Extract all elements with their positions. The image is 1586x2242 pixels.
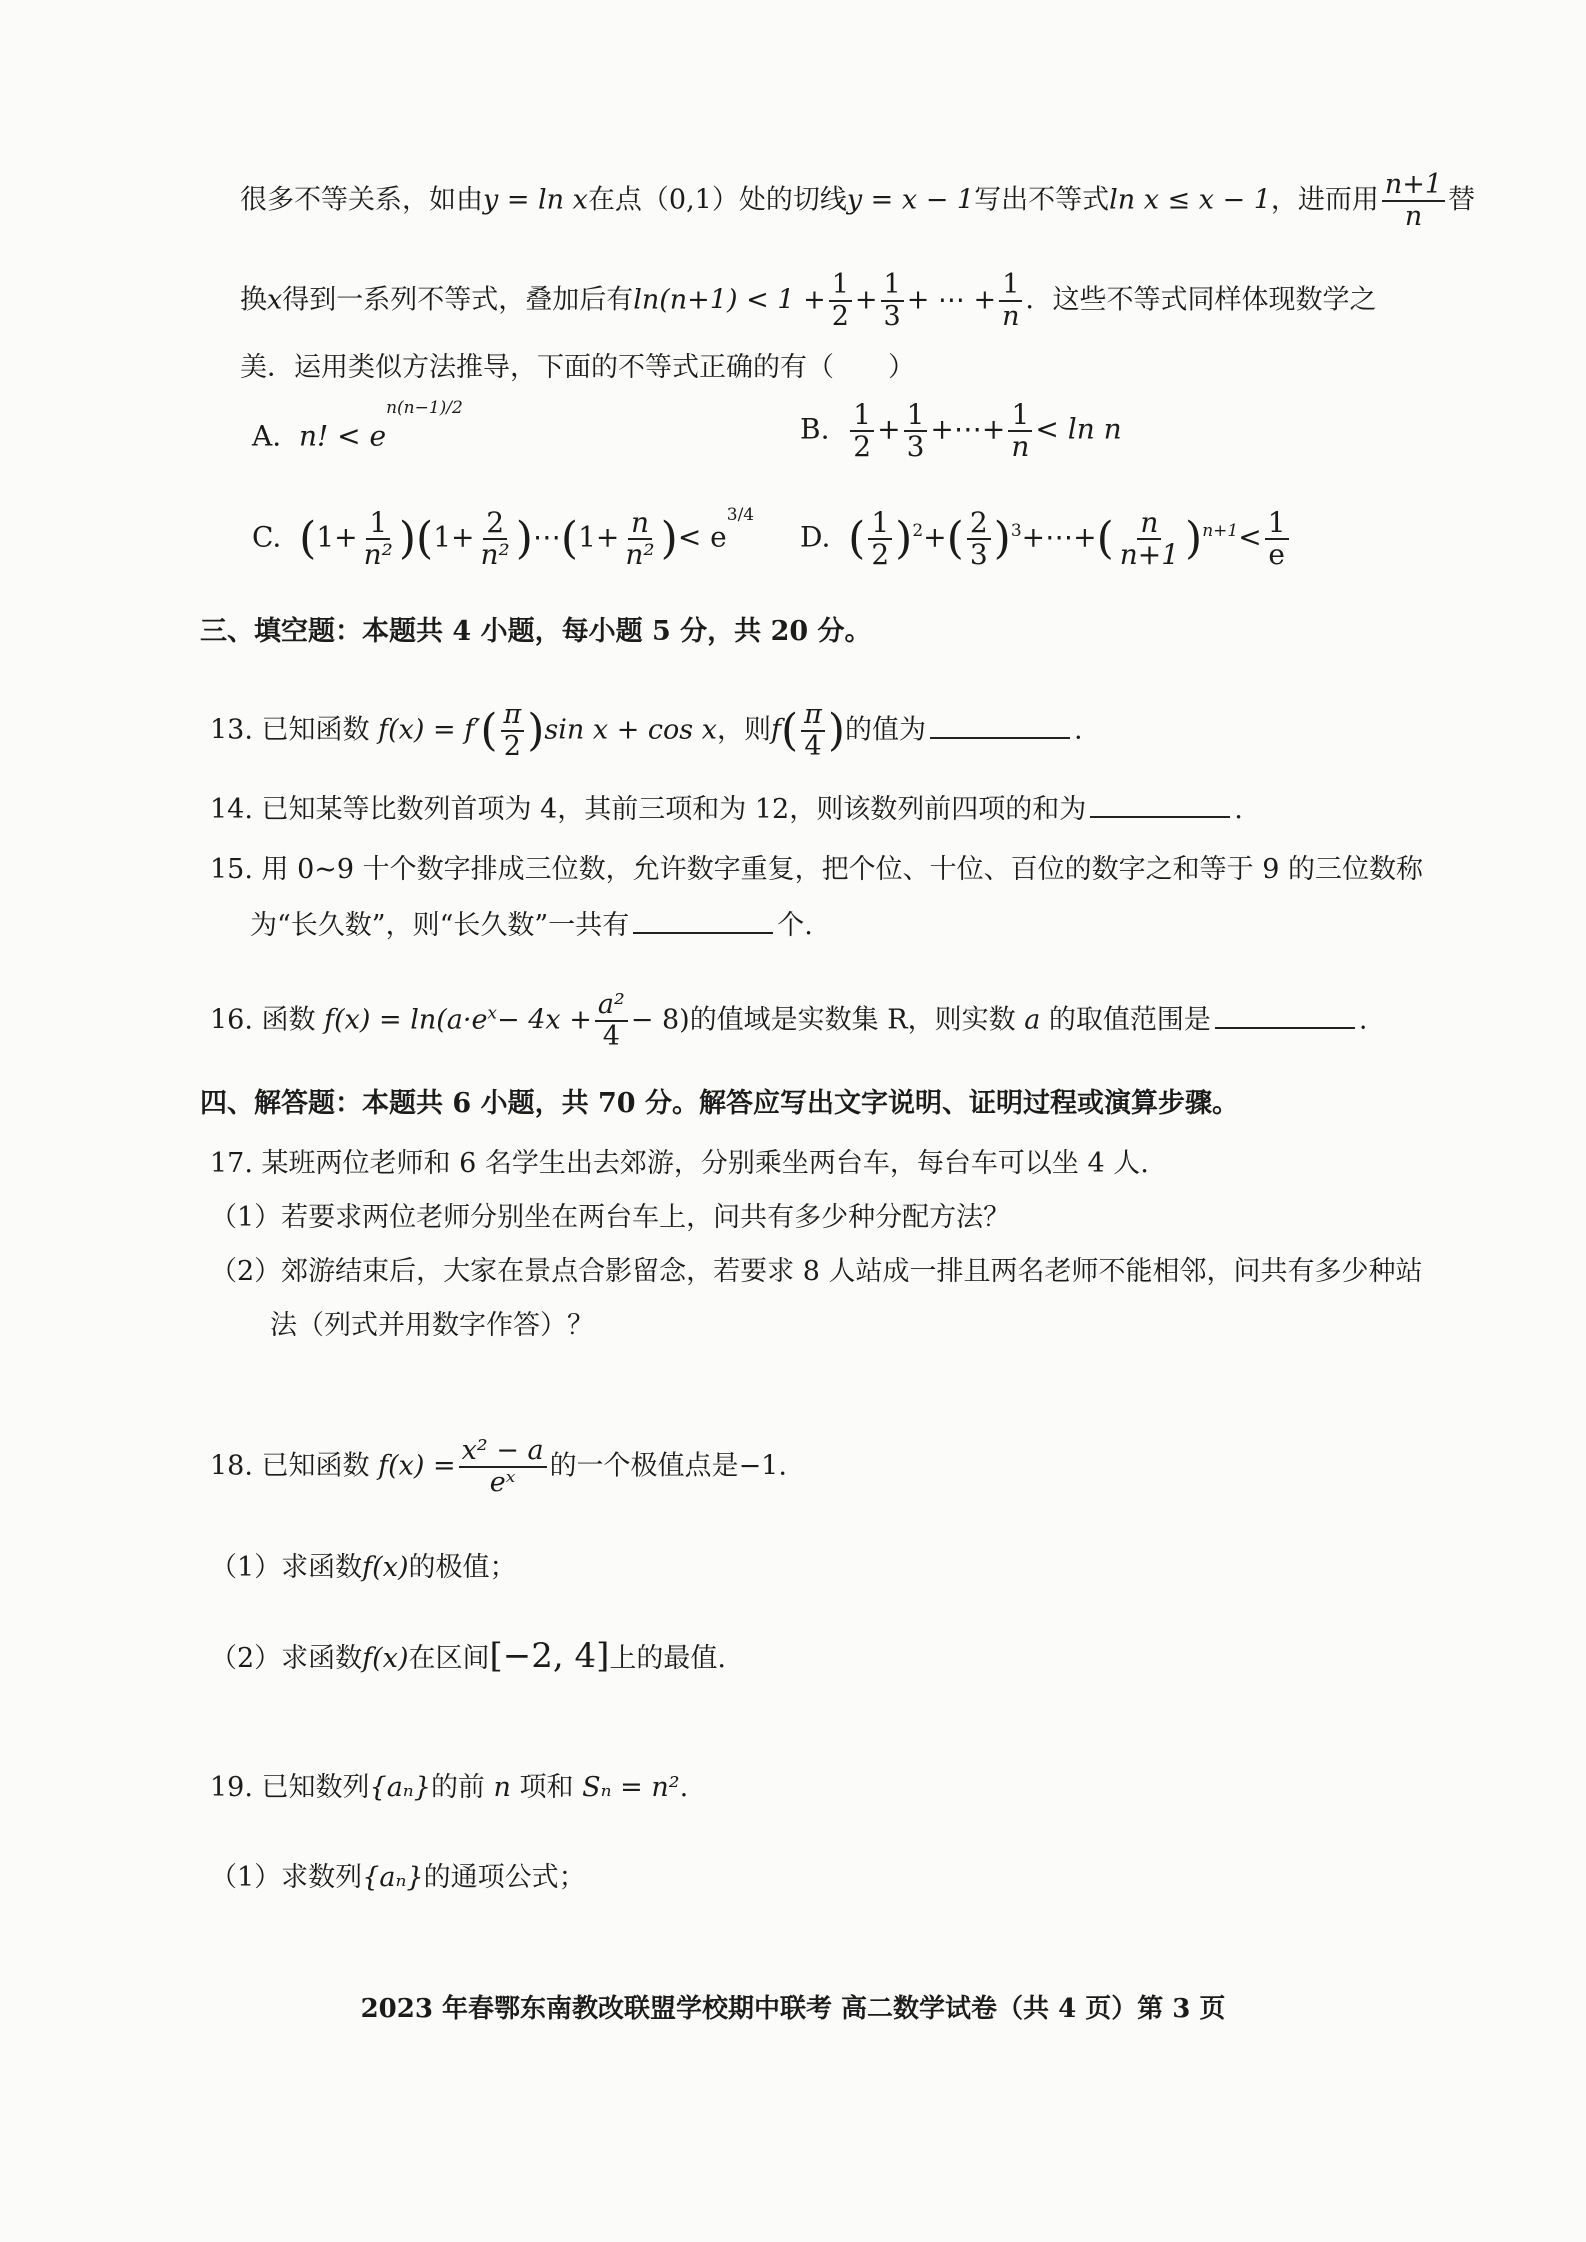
question-19-part-1: （1）求数列{aₙ}的通项公式； [210, 1862, 586, 1893]
intro-line-1 [240, 169, 1476, 232]
answer-blank[interactable] [633, 906, 773, 934]
question-15-line-1: 15. 用 0~9 十个数字排成三位数，允许数字重复，把个位、十位、百位的数字之和等于 9 的三位数称 [210, 854, 1424, 885]
question-17-part-2-cont: 法（列式并用数字作答）？ [270, 1310, 594, 1341]
intro-text: 替 [1448, 184, 1476, 216]
question-17-stem: 17. 某班两位老师和 6 名学生出去郊游，分别乘坐两台车，每台车可以坐 4 人. [210, 1148, 1149, 1179]
section-4-heading: 四、解答题：本题共 6 小题，共 70 分。解答应写出文字说明、证明过程或演算步骤。 [200, 1088, 1239, 1119]
option-c: C. (1+ $\frac{1}{\text{n²}}$ )(1+ $\frac{2}{\text{n²}}$ )⋯(1+ $\frac{n}{\text{n²}}$ )< $e^{3/4}$ [252, 505, 755, 571]
intro-text: 写出不等式 [974, 184, 1110, 216]
fraction: $\frac{1}{3}$ [881, 270, 904, 332]
question-18: 18. 已知函数 f(x) = $\frac{\text{x² − a}}{\text{eˣ}}$ 的一个极值点是−1. [210, 1435, 787, 1498]
section-3-heading: 三、填空题：本题共 4 小题，每小题 5 分，共 20 分。 [200, 616, 872, 647]
math-expr: ln x ≤ x − 1 [1109, 184, 1271, 216]
intro-text: ，进而用 [1270, 184, 1379, 216]
answer-blank[interactable] [1090, 790, 1230, 818]
question-13: 13. 已知函数 f(x) = f′( $\frac{\pi}{2}$ )sin x + cos x，则f( $\frac{\pi}{4}$ )的值为 . [210, 699, 1083, 762]
intro-text: 在点（0,1）处的切线 [587, 184, 847, 216]
question-19: 19. 已知数列{aₙ}的前 n 项和 Sₙ = n². [210, 1772, 689, 1803]
fraction: $\frac{1}{n}$ [999, 270, 1022, 332]
intro-line-3: 美．运用类似方法推导，下面的不等式正确的有（ ） [240, 352, 915, 383]
page-footer: 2023 年春鄂东南教改联盟学校期中联考 高二数学试卷（共 4 页）第 3 页 [360, 1994, 1226, 2024]
fraction: $\frac{1}{2}$ [829, 270, 852, 332]
question-18-part-1: （1）求函数f(x)的极值； [210, 1552, 517, 1583]
question-18-part-2: （2）求函数f(x)在区间[−2, 4]上的最值. [210, 1636, 726, 1676]
intro-text: 很多不等关系，如由 [240, 184, 483, 216]
question-17-part-1: （1）若要求两位老师分别坐在两台车上，问共有多少种分配方法？ [210, 1202, 1011, 1233]
option-a: A. n! < $e^{n(n-1)/2}$ [252, 398, 463, 453]
math-expr: ln(n+1) < 1 + [633, 284, 826, 316]
question-15-line-2: 为“长久数”，则“长久数”一共有 个. [250, 906, 1420, 946]
question-16: 16. 函数 $f(x) = \ln(a\cdot e^x- 4x$ + $\frac{\text{a²}}{4}$ − 8)的值域是实数集 R，则实数 a 的取值范围是 . [210, 989, 1368, 1052]
math-expr: y = x − 1 [846, 184, 975, 216]
question-14: 14. 已知某等比数列首项为 4，其前三项和为 12，则该数列前四项的和为 . [210, 790, 1380, 830]
math-expr: y = ln x [483, 184, 588, 216]
option-b: B. $\frac{1}{2}$ + $\frac{1}{3}$ +⋯+ $\frac{1}{n}$ < ln n [800, 398, 1122, 463]
answer-blank[interactable] [1215, 1001, 1355, 1029]
option-d: D. ( $\frac{1}{2}$ )$^2$+( $\frac{2}{3}$ )$^3$+⋯+( $\frac{n}{n+1}$ )$^{n+1}$< $\frac{1}{e}$ [800, 508, 1292, 570]
answer-blank[interactable] [930, 711, 1070, 739]
fraction: $\frac{n+1}{n}$ [1382, 170, 1445, 232]
question-17-part-2: （2）郊游结束后，大家在景点合影留念，若要求 8 人站成一排且两名老师不能相邻，问共有多少种站 [210, 1256, 1423, 1287]
intro-line-2: 换x得到一系列不等式，叠加后有ln(n+1) < 1 + $\frac{1}{2}$ + $\frac{1}{3}$ + ⋯ + $\frac{1}{n}$ ．这些不等式同样体现数学之 [240, 269, 1377, 332]
